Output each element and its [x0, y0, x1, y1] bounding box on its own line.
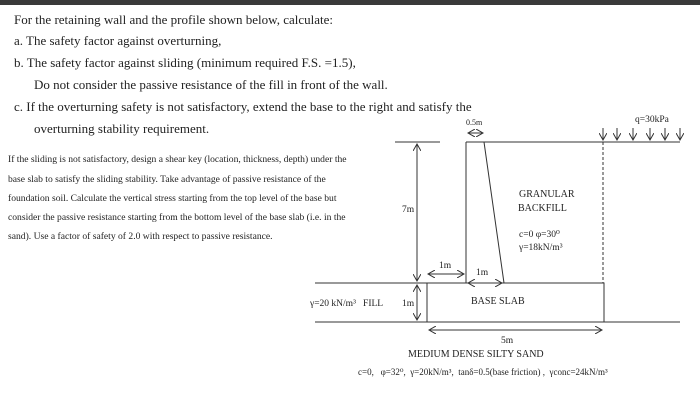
intro-text: For the retaining wall and the profile shown below, calculate:	[14, 12, 334, 27]
base-width-label: 5m	[501, 336, 514, 346]
question-a: a. The safety factor against overturning,	[14, 33, 222, 48]
soil-properties: c=0, φ=32⁰, γ=20kN/m³, tanδ=0.5(base friction) , γconc=24kN/m³	[358, 367, 608, 377]
backfill-props: c=0 φ=30⁰	[519, 230, 560, 240]
question-b-note: Do not consider the passive resistance of the fill in front of the wall.	[34, 77, 388, 92]
fill-label: γ=20 kN/m³ FILL	[310, 299, 384, 309]
question-c: c. If the overturning safety is not satisfactory, extend the base to the right and satisfy the	[14, 99, 472, 114]
note-line: base slab to satisfy the sliding stability. Take advantage of passive resistance of the	[8, 174, 326, 185]
base-slab-label: BASE SLAB	[471, 296, 525, 307]
height-label: 7m	[402, 205, 415, 215]
top-width-label: 0.5m	[466, 118, 483, 127]
surcharge-arrows	[603, 128, 680, 140]
note-line: If the sliding is not satisfactory, design a shear key (location, thickness, depth) under the	[8, 154, 347, 165]
soil-label: MEDIUM DENSE SILTY SAND	[408, 349, 544, 360]
wall-stem	[466, 142, 504, 283]
note-line: foundation soil. Calculate the vertical stress starting from the top level of the base but	[8, 193, 337, 204]
backfill-label: BACKFILL	[518, 203, 567, 214]
stem-base-label: 1m	[476, 268, 489, 278]
toe-label: 1m	[439, 261, 452, 271]
note-line: consider the passive resistance starting from the bottom level of the base slab (i.e. in the	[8, 212, 346, 223]
note-line: sand). Use a factor of safety of 2.0 with respect to passive resistance.	[8, 231, 273, 242]
question-b: b. The safety factor against sliding (minimum required F.S. =1.5),	[14, 55, 356, 70]
backfill-props: γ=18kN/m³	[519, 243, 563, 253]
question-c-cont: overturning stability requirement.	[34, 121, 210, 136]
slab-thickness-label: 1m	[402, 299, 415, 309]
backfill-label: GRANULAR	[519, 189, 575, 200]
surcharge-label: q=30kPa	[635, 115, 669, 125]
